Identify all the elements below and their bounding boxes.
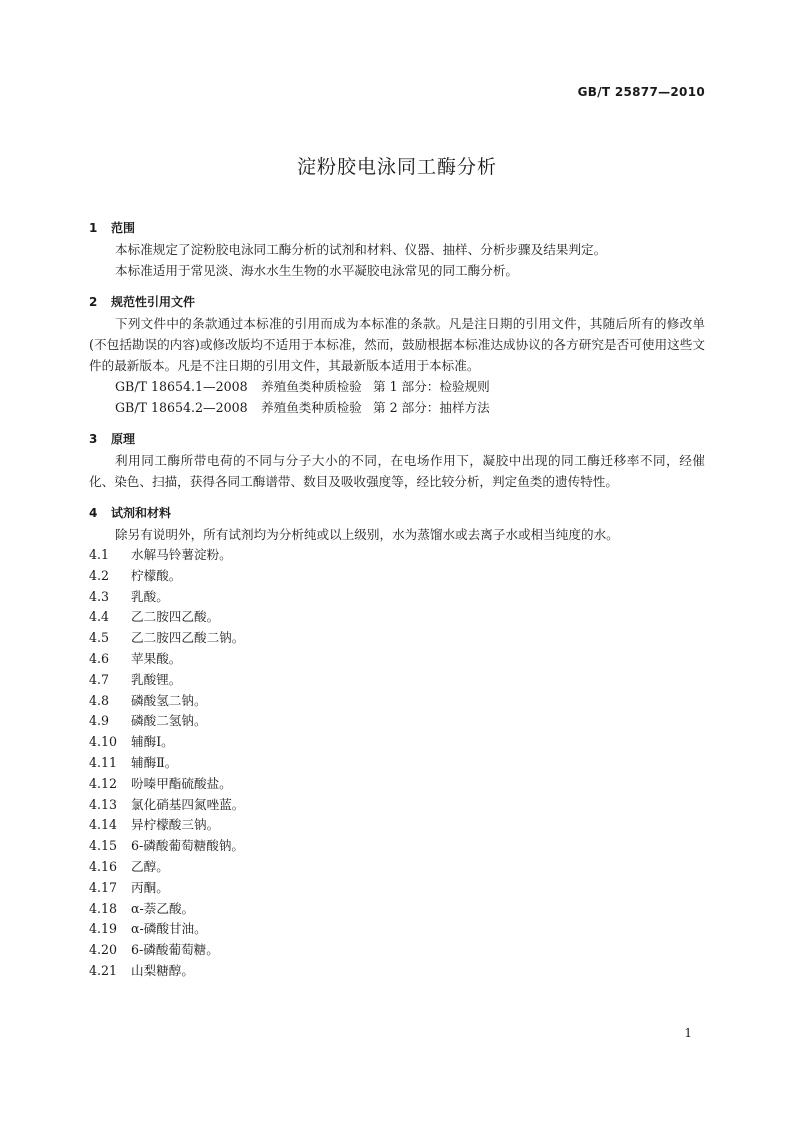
list-item	[89, 649, 705, 670]
list-item	[89, 670, 705, 691]
item-number: 4.13	[89, 796, 118, 812]
section-number: 1	[89, 221, 98, 235]
item-text: 乳酸锂。	[131, 671, 182, 687]
paragraph: 下列文件中的条款通过本标准的引用而成为本标准的条款。凡是注日期的引用文件，其随后所有的修改单(不包括勘误的内容)或修改版均不适用于本标准，然而，鼓励根据本标准达成协议的各方研究是否可使用这些文件的最新版本。凡是不注日期的引用文件，其最新版本适用于本标准。	[89, 316, 705, 373]
reference-part: 第 1 部分：检验规则	[373, 379, 490, 394]
reference-item	[89, 376, 705, 397]
item-number: 4.4	[89, 609, 110, 625]
item-text: 磷酸氢二钠。	[131, 692, 207, 708]
list-item	[89, 899, 705, 920]
list-item	[89, 774, 705, 795]
item-text: 磷酸二氢钠。	[131, 713, 207, 729]
list-item	[89, 940, 705, 961]
item-number: 4.20	[89, 942, 118, 958]
item-text: 乙二胺四乙酸二钠。	[131, 630, 245, 646]
section-title: 范围	[111, 221, 136, 235]
section-heading	[89, 428, 705, 450]
item-number: 4.16	[89, 858, 118, 874]
section-title: 试剂和材料	[111, 506, 172, 520]
item-number: 4.19	[89, 921, 118, 937]
section-number: 2	[89, 295, 98, 309]
item-number: 4.8	[89, 692, 110, 708]
list-item	[89, 815, 705, 836]
list-item	[89, 795, 705, 816]
list-item	[89, 836, 705, 857]
item-text: 柠檬酸。	[131, 567, 182, 583]
item-number: 4.5	[89, 630, 110, 646]
list-item	[89, 607, 705, 628]
item-text: 苹果酸。	[131, 650, 182, 666]
list-item	[89, 732, 705, 753]
item-number: 4.6	[89, 650, 110, 666]
item-text: 乙醇。	[131, 858, 169, 874]
section-heading	[89, 217, 705, 239]
list-item	[89, 691, 705, 712]
paragraph: 利用同工酶所带电荷的不同与分子大小的不同，在电场作用下，凝胶中出现的同工酶迁移率不同，经催化、染色、扫描，获得各同工酶谱带、数目及吸收强度等，经比较分析，判定鱼类的遗传特性。	[89, 453, 705, 489]
section-number: 4	[89, 506, 98, 520]
list-item	[89, 711, 705, 732]
item-text: α-磷酸甘油。	[131, 921, 207, 937]
item-number: 4.3	[89, 588, 110, 604]
item-text: 乳酸。	[131, 588, 169, 604]
paragraph: 本标准适用于常见淡、海水水生生物的水平凝胶电泳常见的同工酶分析。	[115, 263, 518, 278]
list-item	[89, 919, 705, 940]
item-text: 6-磷酸葡萄糖酸钠。	[131, 838, 245, 854]
item-number: 4.17	[89, 879, 118, 895]
item-number: 4.18	[89, 900, 118, 916]
item-number: 4.15	[89, 838, 118, 854]
item-text: α-萘乙酸。	[131, 900, 195, 916]
reference-code: GB/T 18654.2—2008	[115, 400, 248, 415]
item-text: 辅酶Ⅰ。	[131, 734, 174, 750]
item-number: 4.7	[89, 671, 110, 687]
section-number: 3	[89, 432, 98, 446]
item-number: 4.11	[89, 754, 118, 770]
reference-name: 养殖鱼类种质检验	[261, 379, 362, 394]
section-heading	[89, 502, 705, 524]
list-item	[89, 566, 705, 587]
item-text: 山梨糖醇。	[131, 962, 194, 978]
item-number: 4.1	[89, 547, 110, 562]
section-title: 原理	[111, 432, 136, 446]
document-title: 淀粉胶电泳同工酶分析	[296, 156, 497, 178]
section-heading	[89, 291, 705, 313]
document-body	[89, 217, 705, 982]
item-number: 4.21	[89, 962, 118, 978]
standard-code: GB/T 25877—2010	[577, 85, 705, 99]
item-number: 4.14	[89, 817, 118, 833]
item-text: 丙酮。	[131, 879, 169, 895]
paragraph: 本标准规定了淀粉胶电泳同工酶分析的试剂和材料、仪器、抽样、分析步骤及结果判定。	[115, 242, 607, 257]
item-text: 6-磷酸葡萄糖。	[131, 942, 219, 958]
list-item	[89, 587, 705, 608]
reference-code: GB/T 18654.1—2008	[115, 379, 248, 394]
list-item	[89, 628, 705, 649]
page-number: 1	[684, 1026, 692, 1040]
item-number: 4.10	[89, 734, 118, 750]
item-number: 4.2	[89, 567, 110, 583]
list-item	[89, 545, 705, 566]
reference-part: 第 2 部分：抽样方法	[373, 400, 490, 415]
list-item	[89, 753, 705, 774]
reference-name: 养殖鱼类种质检验	[261, 400, 362, 415]
list-item	[89, 857, 705, 878]
item-text: 乙二胺四乙酸。	[131, 609, 220, 625]
reference-item	[89, 397, 705, 418]
section-title: 规范性引用文件	[111, 295, 196, 309]
item-text: 氯化硝基四氮唑蓝。	[131, 796, 245, 812]
list-item	[89, 878, 705, 899]
item-number: 4.12	[89, 775, 118, 791]
item-text: 辅酶Ⅱ。	[131, 754, 178, 770]
item-text: 异柠檬酸三钠。	[131, 817, 220, 833]
item-text: 吩嗪甲酯硫酸盐。	[131, 775, 232, 791]
item-text: 水解马铃薯淀粉。	[131, 547, 232, 562]
paragraph: 除另有说明外，所有试剂均为分析纯或以上级别，水为蒸馏水或去离子水或相当纯度的水。	[115, 527, 619, 542]
item-number: 4.9	[89, 713, 110, 729]
list-item	[89, 961, 705, 982]
